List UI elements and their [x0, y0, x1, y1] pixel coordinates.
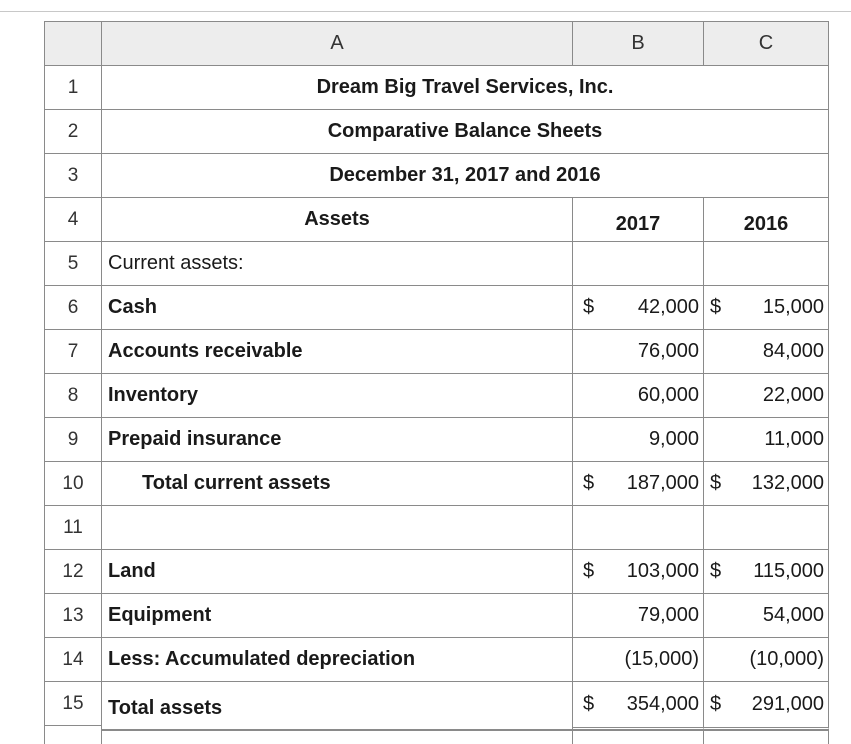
row-number-10[interactable]: 10 — [44, 461, 102, 506]
equipment-label[interactable]: Equipment — [102, 594, 573, 638]
top-divider — [0, 11, 851, 12]
cell-c11[interactable] — [704, 506, 829, 550]
row-number-5[interactable]: 5 — [44, 241, 102, 286]
prepaid-insurance-2017-value[interactable]: 9,000 — [573, 418, 704, 462]
inventory-label[interactable]: Inventory — [102, 374, 573, 418]
inventory-2017-value[interactable]: 60,000 — [573, 374, 704, 418]
equipment-2017-value[interactable]: 79,000 — [573, 594, 704, 638]
row-number-2[interactable]: 2 — [44, 109, 102, 154]
cash-2016-value: 15,000 — [762, 296, 824, 318]
total-assets-2016-cell[interactable] — [704, 682, 829, 730]
cell-b5[interactable] — [573, 242, 704, 286]
total-assets-2017-value: 354,000 — [626, 693, 699, 715]
cell-c5[interactable] — [704, 242, 829, 286]
total-current-assets-2017-cell[interactable] — [573, 462, 704, 506]
total-assets-label[interactable]: Total assets — [102, 682, 573, 730]
cell-a16[interactable] — [102, 730, 573, 744]
row-number-4[interactable]: 4 — [44, 197, 102, 242]
accounts-receivable-2016-value[interactable]: 84,000 — [704, 330, 829, 374]
row-number-7[interactable]: 7 — [44, 329, 102, 374]
dollar-sign: $ — [710, 472, 722, 494]
cell-c16[interactable] — [704, 730, 829, 744]
accumulated-depreciation-2016-value[interactable]: (10,000) — [704, 638, 829, 682]
row-number-16[interactable] — [44, 725, 102, 744]
total-current-assets-2017-value: 187,000 — [626, 472, 699, 494]
cash-2017-value: 42,000 — [637, 296, 699, 318]
accounts-receivable-label[interactable]: Accounts receivable — [102, 330, 573, 374]
land-2016-cell[interactable] — [704, 550, 829, 594]
row-number-14[interactable]: 14 — [44, 637, 102, 682]
land-2017-value: 103,000 — [626, 560, 699, 582]
company-name-cell[interactable]: Dream Big Travel Services, Inc. — [102, 66, 829, 110]
assets-header-cell[interactable]: Assets — [102, 198, 573, 242]
spreadsheet — [44, 21, 829, 744]
dollar-sign: $ — [583, 560, 595, 582]
cell-b11[interactable] — [573, 506, 704, 550]
prepaid-insurance-label[interactable]: Prepaid insurance — [102, 418, 573, 462]
total-assets-2016-value: 291,000 — [751, 693, 824, 715]
dollar-sign: $ — [710, 693, 722, 715]
row-number-13[interactable]: 13 — [44, 593, 102, 638]
year-2017-header-cell[interactable]: 2017 — [573, 198, 704, 242]
column-header-c[interactable]: C — [703, 21, 829, 66]
cash-label[interactable]: Cash — [102, 286, 573, 330]
dollar-sign: $ — [583, 296, 595, 318]
accumulated-depreciation-2017-value[interactable]: (15,000) — [573, 638, 704, 682]
year-2016-header-cell[interactable]: 2016 — [704, 198, 829, 242]
land-2017-cell[interactable] — [573, 550, 704, 594]
row-number-12[interactable]: 12 — [44, 549, 102, 594]
accounts-receivable-2017-value[interactable]: 76,000 — [573, 330, 704, 374]
row-number-9[interactable]: 9 — [44, 417, 102, 462]
row-number-15[interactable]: 15 — [44, 681, 102, 726]
accumulated-depreciation-label[interactable]: Less: Accumulated depreciation — [102, 638, 573, 682]
cell-a11[interactable] — [102, 506, 573, 550]
inventory-2016-value[interactable]: 22,000 — [704, 374, 829, 418]
prepaid-insurance-2016-value[interactable]: 11,000 — [704, 418, 829, 462]
total-current-assets-label[interactable]: Total current assets — [102, 462, 573, 506]
land-label[interactable]: Land — [102, 550, 573, 594]
row-number-3[interactable]: 3 — [44, 153, 102, 198]
dollar-sign: $ — [710, 560, 722, 582]
cash-2016-cell[interactable] — [704, 286, 829, 330]
column-header-a[interactable]: A — [101, 21, 573, 66]
row-number-11[interactable]: 11 — [44, 505, 102, 550]
statement-date-cell[interactable]: December 31, 2017 and 2016 — [102, 154, 829, 198]
cash-2017-cell[interactable] — [573, 286, 704, 330]
row-number-6[interactable]: 6 — [44, 285, 102, 330]
total-current-assets-2016-value: 132,000 — [751, 472, 824, 494]
corner-cell[interactable] — [44, 21, 102, 66]
statement-title-cell[interactable]: Comparative Balance Sheets — [102, 110, 829, 154]
row-number-8[interactable]: 8 — [44, 373, 102, 418]
land-2016-value: 115,000 — [753, 560, 824, 582]
cell-b16[interactable] — [573, 730, 704, 744]
current-assets-label[interactable]: Current assets: — [102, 242, 573, 286]
dollar-sign: $ — [710, 296, 722, 318]
dollar-sign: $ — [583, 472, 595, 494]
total-assets-2017-cell[interactable] — [573, 682, 704, 730]
row-number-1[interactable]: 1 — [44, 65, 102, 110]
dollar-sign: $ — [583, 693, 595, 715]
total-current-assets-2016-cell[interactable] — [704, 462, 829, 506]
column-header-b[interactable]: B — [572, 21, 704, 66]
equipment-2016-value[interactable]: 54,000 — [704, 594, 829, 638]
